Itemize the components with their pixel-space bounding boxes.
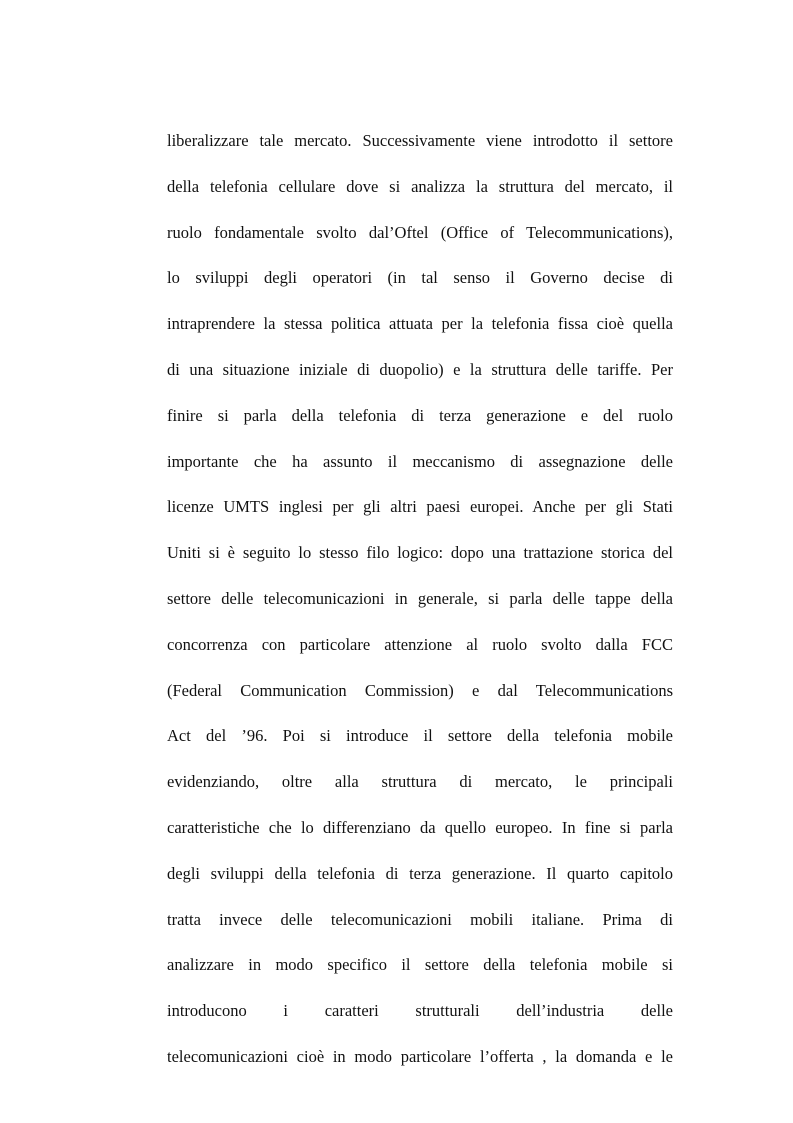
text-line: liberalizzare tale mercato. Successivamente viene introdotto il settore (167, 131, 673, 150)
text-line: della telefonia cellulare dove si analizza la struttura del mercato, il (167, 176, 673, 196)
text-line: evidenziando, oltre alla struttura di mercato, le principali (167, 772, 673, 792)
text-line: intraprendere la stessa politica attuata per la telefonia fissa cioè quella (167, 314, 673, 334)
text-line: telecomunicazioni cioè in modo particolare l’offerta , la domanda e le (167, 1046, 673, 1066)
text-line: tratta invece delle telecomunicazioni mobili italiane. Prima di (167, 909, 673, 929)
text-line: di una situazione iniziale di duopolio) e la struttura delle tariffe. Per (167, 359, 673, 379)
text-line: introducono i caratteri strutturali dell’industria delle (167, 1001, 673, 1021)
text-line: Uniti si è seguito lo stesso filo logico: dopo una trattazione storica del (167, 543, 673, 563)
text-line: (Federal Communication Commission) e dal Telecommunications (167, 680, 673, 700)
text-line: ruolo fondamentale svolto dal’Oftel (Office of Telecommunications), (167, 222, 673, 242)
body-text (167, 124, 673, 1086)
text-line: Act del ’96. Poi si introduce il settore della telefonia mobile (167, 726, 673, 746)
text-line: degli sviluppi della telefonia di terza generazione. Il quarto capitolo (167, 863, 673, 883)
text-line: settore delle telecomunicazioni in generale, si parla delle tappe della (167, 588, 673, 608)
text-line: caratteristiche che lo differenziano da quello europeo. In fine si parla (167, 817, 673, 837)
text-line: lo sviluppi degli operatori (in tal senso il Governo decise di (167, 268, 673, 288)
text-line: concorrenza con particolare attenzione al ruolo svolto dalla FCC (167, 634, 673, 654)
text-line: licenze UMTS inglesi per gli altri paesi europei. Anche per gli Stati (167, 497, 673, 517)
text-line: analizzare in modo specifico il settore della telefonia mobile si (167, 955, 673, 975)
text-line: importante che ha assunto il meccanismo di assegnazione delle (167, 451, 673, 471)
text-line: finire si parla della telefonia di terza generazione e del ruolo (167, 405, 673, 425)
